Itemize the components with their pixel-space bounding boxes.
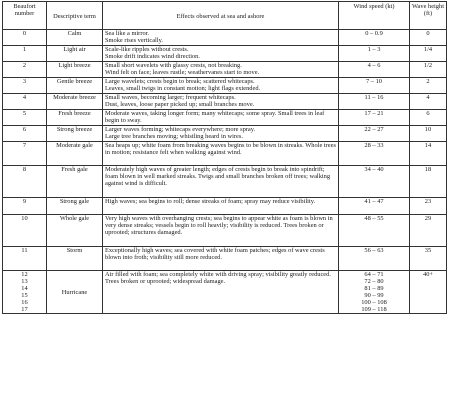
- hurricane-number: 14: [21, 285, 28, 292]
- cell-beaufort-number: 1: [3, 46, 47, 62]
- hurricane-number: 17: [21, 306, 28, 313]
- cell-effects: Larger waves forming; whitecaps everywhere; more spray. Large tree branches moving; whistling heard in wires.: [103, 126, 339, 142]
- table-row: [3, 166, 447, 198]
- cell-descriptive-term: Fresh gale: [47, 166, 103, 198]
- cell-effects: Moderate waves, taking longer form; many whitecaps; some spray. Small trees in leaf begin to sway.: [103, 110, 339, 126]
- table-row: [3, 62, 447, 78]
- cell-beaufort-number: 7: [3, 142, 47, 166]
- cell-wave-height: 14: [410, 142, 447, 166]
- table-row: [3, 94, 447, 110]
- hurricane-number: 16: [21, 299, 28, 306]
- cell-effects: Small short wavelets with glassy crests, not breaking. Wind felt on face; leaves rustle; weathervanes start to move.: [103, 62, 339, 78]
- cell-beaufort-number: 8: [3, 166, 47, 198]
- cell-effects: Moderately high waves of greater length; edges of crests begin to break into spindrift; foam blown in well marked streaks. Twigs and small branches broken off trees; walking against wind is difficult.: [103, 166, 339, 198]
- cell-wind-speed: 34 – 40: [339, 166, 410, 198]
- cell-wind-speed: 28 – 33: [339, 142, 410, 166]
- cell-wave-height: 6: [410, 110, 447, 126]
- table-row: [3, 198, 447, 215]
- cell-wave-height: 1/4: [410, 46, 447, 62]
- hurricane-speed: 64 – 71: [364, 271, 384, 278]
- cell-beaufort-number: 2: [3, 62, 47, 78]
- header-row: [3, 2, 447, 30]
- table-row: [3, 110, 447, 126]
- hurricane-speed: 90 – 99: [364, 292, 384, 299]
- cell-wind-speed: 56 – 63: [339, 247, 410, 271]
- cell-beaufort-number: 0: [3, 30, 47, 46]
- cell-descriptive-term: Storm: [47, 247, 103, 271]
- cell-effects: Air filled with foam; sea completely white with driving spray; visibility greatly reduced. Trees broken or uprooted; widespread damage.: [103, 271, 339, 314]
- hurricane-number: 15: [21, 292, 28, 299]
- cell-descriptive-term: Strong breeze: [47, 126, 103, 142]
- cell-wind-speed: 48 – 55: [339, 215, 410, 247]
- cell-beaufort-numbers: [3, 271, 47, 314]
- cell-descriptive-term: Moderate breeze: [47, 94, 103, 110]
- table-row: [3, 126, 447, 142]
- cell-wave-height: 10: [410, 126, 447, 142]
- table-row: [3, 247, 447, 271]
- cell-wave-height: 23: [410, 198, 447, 215]
- cell-beaufort-number: 3: [3, 78, 47, 94]
- cell-wave-height: 29: [410, 215, 447, 247]
- cell-wind-speeds: [339, 271, 410, 314]
- table-row: [3, 30, 447, 46]
- beaufort-scale-table: [2, 1, 447, 314]
- cell-effects: Small waves, becoming larger; frequent whitecaps. Dust, leaves, loose paper picked up; small branches move.: [103, 94, 339, 110]
- cell-descriptive-term: Whole gale: [47, 215, 103, 247]
- cell-effects: Very high waves with overhanging crests; sea begins to appear white as foam is blown in very dense streaks; vessels begin to roll heavily; visibility is reduced. Trees broken or uprooted; structures damaged.: [103, 215, 339, 247]
- cell-effects: High waves; sea begins to roll; dense streaks of foam; spray may reduce visibility.: [103, 198, 339, 215]
- cell-wave-height: 4: [410, 94, 447, 110]
- cell-descriptive-term: Light breeze: [47, 62, 103, 78]
- cell-effects: Exceptionally high waves; sea covered with white foam patches; edges of wave crests blown into froth; visibility still more reduced.: [103, 247, 339, 271]
- cell-effects: Scale-like ripples without crests. Smoke drift indicates wind direction.: [103, 46, 339, 62]
- header-effects: Effects observed at sea and ashore: [103, 2, 339, 30]
- cell-wave-height: 2: [410, 78, 447, 94]
- cell-beaufort-number: 4: [3, 94, 47, 110]
- cell-wind-speed: 41 – 47: [339, 198, 410, 215]
- cell-beaufort-number: 5: [3, 110, 47, 126]
- beaufort-document: [0, 1, 450, 411]
- hurricane-speed: 81 – 89: [364, 285, 384, 292]
- cell-descriptive-term: Moderate gale: [47, 142, 103, 166]
- table-row: [3, 215, 447, 247]
- cell-beaufort-number: 9: [3, 198, 47, 215]
- cell-beaufort-number: 10: [3, 215, 47, 247]
- cell-effects: Sea like a mirror. Smoke rises vertically.: [103, 30, 339, 46]
- hurricane-number: 12: [21, 271, 28, 278]
- cell-descriptive-term: Fresh breeze: [47, 110, 103, 126]
- cell-descriptive-term: Hurricane: [47, 271, 103, 314]
- cell-wind-speed: 11 – 16: [339, 94, 410, 110]
- cell-wind-speed: 0 – 0.9: [339, 30, 410, 46]
- header-wind-speed: Wind speed (kt): [339, 2, 410, 30]
- hurricane-speed: 100 – 108: [361, 299, 387, 306]
- table-row-hurricane: [3, 271, 447, 314]
- hurricane-speed: 72 – 80: [364, 278, 384, 285]
- hurricane-speed: 109 – 118: [361, 306, 387, 313]
- cell-wave-height: 18: [410, 166, 447, 198]
- cell-wind-speed: 17 – 21: [339, 110, 410, 126]
- cell-descriptive-term: Strong gale: [47, 198, 103, 215]
- table-row: [3, 78, 447, 94]
- hurricane-number: 13: [21, 278, 28, 285]
- cell-descriptive-term: Light air: [47, 46, 103, 62]
- cell-effects: Sea heaps up; white foam from breaking waves begins to be blown in streaks. Whole trees in motion; resistance felt when walking against wind.: [103, 142, 339, 166]
- cell-descriptive-term: Gentle breeze: [47, 78, 103, 94]
- cell-beaufort-number: 6: [3, 126, 47, 142]
- cell-beaufort-number: 11: [3, 247, 47, 271]
- cell-effects: Large wavelets; crests begin to break; scattered whitecaps. Leaves, small twigs in constant motion; light flags extended.: [103, 78, 339, 94]
- cell-wave-height: 1/2: [410, 62, 447, 78]
- cell-wave-height: 40+: [410, 271, 447, 314]
- header-wave-height: Wave height (ft): [410, 2, 447, 30]
- cell-wave-height: 0: [410, 30, 447, 46]
- header-descriptive-term: Descriptive term: [47, 2, 103, 30]
- cell-wind-speed: 7 – 10: [339, 78, 410, 94]
- cell-wind-speed: 1 – 3: [339, 46, 410, 62]
- header-beaufort-number: Beaufort number: [3, 2, 47, 30]
- cell-wave-height: 35: [410, 247, 447, 271]
- cell-wind-speed: 22 – 27: [339, 126, 410, 142]
- table-row: [3, 46, 447, 62]
- table-row: [3, 142, 447, 166]
- cell-descriptive-term: Calm: [47, 30, 103, 46]
- cell-wind-speed: 4 – 6: [339, 62, 410, 78]
- table-body: [3, 30, 447, 314]
